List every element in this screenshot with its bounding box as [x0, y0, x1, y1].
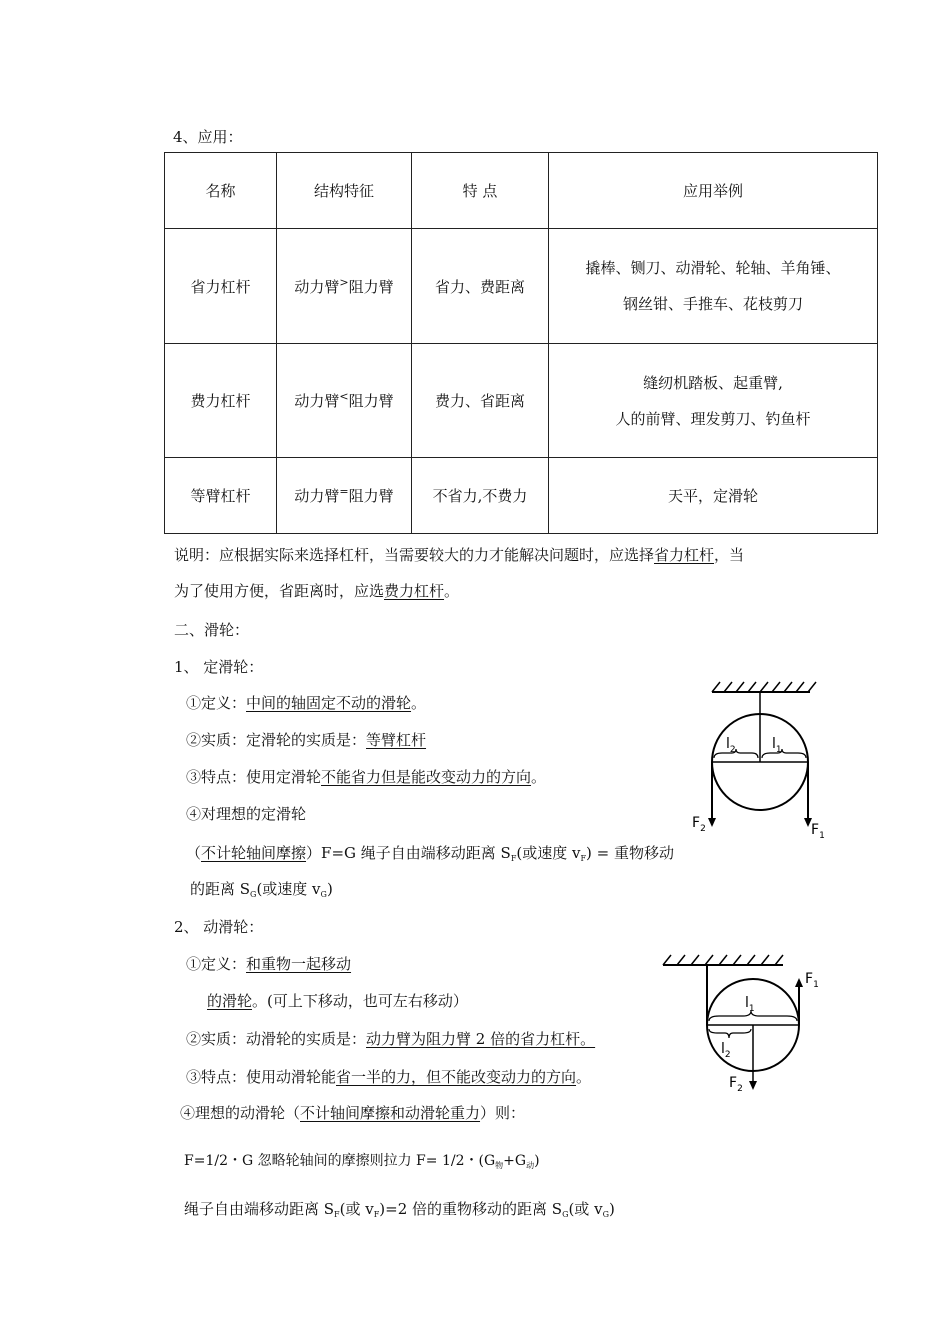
movable-essence: ②实质：动滑轮的实质是：动力臂为阻力臂 2 倍的省力杠杆。 [186, 1030, 596, 1048]
row-examples: 天平，定滑轮 [549, 458, 878, 534]
row-examples: 缝纫机踏板、起重臂, 人的前臂、理发剪刀、钓鱼杆 [549, 344, 878, 458]
table-row [165, 458, 878, 534]
label-l1: $l_1$ [772, 736, 782, 755]
header-structure: 结构特征 [277, 153, 412, 229]
row-name: 省力杠杆 [165, 229, 277, 344]
table-header-row [165, 153, 878, 229]
header-feature: 特 点 [412, 153, 549, 229]
brace-l2-icon [714, 749, 758, 758]
row-feature: 费力、省距离 [412, 344, 549, 458]
row-structure: 动力臂>阻力臂 [277, 229, 412, 344]
lever-application-table [164, 152, 878, 534]
greater-than-sign: > [339, 275, 349, 289]
brace-l1-icon [762, 749, 806, 758]
arrow-f1-icon [795, 978, 803, 987]
label-l1: $l_1$ [745, 995, 755, 1014]
label-f2: $F_2$ [692, 815, 706, 834]
arrow-f2-icon [749, 1081, 757, 1090]
movable-definition: ①定义：和重物一起移动 [186, 955, 352, 973]
equals-sign: = [339, 485, 349, 498]
fixed-pulley-title: 1、 定滑轮： [174, 658, 264, 676]
label-l2: $l_2$ [726, 736, 736, 755]
fixed-ideal-formula: （不计轮轴间摩擦）F=G 绳子自由端移动距离 $S_F$(或速度 $v_F$) = 重物移动 [186, 844, 675, 863]
movable-force-formula: F=1/2・G 忽略轮轴间的摩擦则拉力 F= 1/2・$(G_物+G_动)$ [184, 1153, 540, 1170]
movable-ideal: ④理想的动滑轮（不计轴间摩擦和动滑轮重力）则： [180, 1104, 526, 1122]
row-structure: 动力臂=阻力臂 [277, 458, 412, 534]
row-name: 费力杠杆 [165, 344, 277, 458]
note-line-2: 为了使用方便，省距离时，应选费力杠杆。 [174, 582, 460, 600]
header-name: 名称 [165, 153, 277, 229]
header-examples: 应用举例 [549, 153, 878, 229]
fixed-essence: ②实质：定滑轮的实质是：等臂杠杆 [186, 731, 427, 749]
section-pulley-title: 二、滑轮： [174, 621, 250, 639]
fixed-ideal: ④对理想的定滑轮 [186, 805, 307, 823]
arrow-f2-icon [708, 818, 716, 827]
row-name: 等臂杠杆 [165, 458, 277, 534]
fixed-feature: ③特点：使用定滑轮不能省力但是能改变动力的方向。 [186, 768, 547, 786]
movable-pulley-title: 2、 动滑轮： [174, 918, 264, 936]
row-structure: 动力臂<阻力臂 [277, 344, 412, 458]
row-feature: 不省力,不费力 [412, 458, 549, 534]
label-f1: $F_1$ [811, 822, 825, 841]
movable-feature: ③特点：使用动滑轮能省一半的力，但不能改变动力的方向。 [186, 1068, 592, 1086]
row-examples: 撬棒、铡刀、动滑轮、轮轴、羊角锤、 钢丝钳、手推车、花枝剪刀 [549, 229, 878, 344]
fixed-ideal-formula-cont: 的距离 $S_G$(或速度 $v_G$) [190, 880, 333, 899]
fixed-pulley-diagram [680, 680, 840, 845]
label-f1: $F_1$ [805, 971, 819, 990]
label-l2: $l_2$ [721, 1041, 731, 1060]
movable-pulley-diagram [655, 945, 830, 1100]
movable-distance-formula: 绳子自由端移动距离 $S_F$(或 $v_F)=2$ 倍的重物移动的距离 $S_G$(或 $v_G$) [184, 1200, 615, 1219]
less-than-sign: < [339, 390, 349, 403]
movable-definition-cont: 的滑轮。(可上下移动，也可左右移动） [207, 992, 468, 1010]
fixed-definition: ①定义：中间的轴固定不动的滑轮。 [186, 694, 427, 712]
row-feature: 省力、费距离 [412, 229, 549, 344]
brace-l2-icon [709, 1029, 751, 1038]
table-row [165, 344, 878, 458]
note-line-1: 说明：应根据实际来选择杠杆，当需要较大的力才能解决问题时，应选择省力杠杆，当 [174, 546, 745, 564]
label-f2: $F_2$ [729, 1075, 743, 1094]
section-4-title: 4、应用： [173, 128, 243, 146]
table-row [165, 229, 878, 344]
